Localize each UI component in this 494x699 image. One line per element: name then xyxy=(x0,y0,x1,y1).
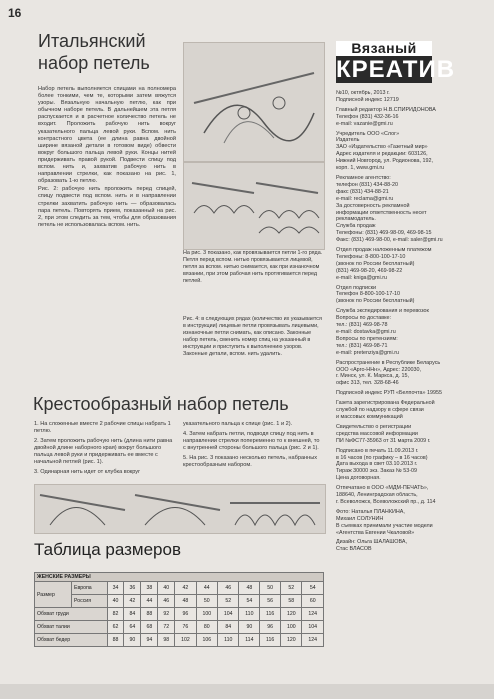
imprint-line: информации ответственность несет xyxy=(336,209,427,216)
row-label-size: Размер xyxy=(35,582,72,608)
magazine-logo-top: Вязаный xyxy=(336,41,432,56)
imprint-line: 188640, Ленинградская область, xyxy=(336,492,418,499)
table-row xyxy=(35,634,324,647)
imprint-line: средства массовой информации xyxy=(336,430,418,437)
imprint-line: ООО «Арго-ННн», Адрес: 220030, xyxy=(336,366,421,373)
table-cell: 36 xyxy=(124,582,141,595)
step-item: 4. Затем набрать петли, подводя спицу под нить в направлении стрелки попеременно то к внешней, то с внутренней стороны большого пальца (рис. 2 и 1). xyxy=(183,431,320,451)
imprint-line: офис 313, тел. 328-68-46 xyxy=(336,380,399,387)
imprint-line: Распространение в Республике Беларусь xyxy=(336,359,441,366)
table-cell: 94 xyxy=(141,634,158,647)
imprint-line: Фото: Наталья ПЛАНКИНА, xyxy=(336,508,405,515)
imprint-line: Вопросы по претензиям: xyxy=(336,335,398,342)
measurement-rows xyxy=(35,608,324,647)
table-cell: 82 xyxy=(107,608,124,621)
table-row xyxy=(35,608,324,621)
title-line-2: набор петель xyxy=(38,53,150,73)
table-cell: 64 xyxy=(124,621,141,634)
imprint-column xyxy=(336,90,486,553)
table-cell: 76 xyxy=(175,621,196,634)
table-cell: 104 xyxy=(218,608,239,621)
table-cell: 102 xyxy=(175,634,196,647)
table-cell: 48 xyxy=(175,595,196,608)
table-cell: 44 xyxy=(141,595,158,608)
imprint-line: Рекламное агентство: xyxy=(336,174,391,181)
imprint-line: Свидетельство о регистрации xyxy=(336,423,412,430)
size-table-title: Таблица размеров xyxy=(34,540,181,559)
imprint-line: г. Всеволожск, Всеволожский пр., д. 114 xyxy=(336,498,436,505)
table-cell: 124 xyxy=(302,634,324,647)
imprint-line: Учредитель ООО «Слог» xyxy=(336,130,400,137)
table-cell: 60 xyxy=(302,595,324,608)
step-item: 1. На сложенные вместе 2 рабочие спицы набрать 1 петлю. xyxy=(34,421,171,434)
imprint-line: (звонок по России бесплатный) xyxy=(336,260,415,267)
imprint-line: Подписной индекс РУП «Белпочта» 19955 xyxy=(336,390,443,397)
imprint-line: Газета зарегистрирована Федеральной xyxy=(336,400,435,407)
imprint-line: и массовых коммуникаций xyxy=(336,413,403,420)
steps-left-column xyxy=(34,421,174,479)
table-cell: 90 xyxy=(239,621,260,634)
imprint-line: Вопросы по доставке: xyxy=(336,315,392,322)
imprint-line: Цена договорная. xyxy=(336,475,381,482)
imprint-line: «Агентства Евгении Чкаловой» xyxy=(336,529,415,536)
cross-cast-on-svg xyxy=(35,485,325,533)
section-title-italian-cast-on xyxy=(38,30,150,74)
table-cell: 120 xyxy=(281,634,302,647)
table-cell: 116 xyxy=(260,634,281,647)
table-cell: 84 xyxy=(218,621,239,634)
table-cell: 90 xyxy=(124,634,141,647)
table-cell: 88 xyxy=(107,634,124,647)
imprint-line: рекламодатель. xyxy=(336,216,376,223)
table-cell: 120 xyxy=(281,608,302,621)
table-cell: 40 xyxy=(158,582,175,595)
table-cell: 110 xyxy=(239,608,260,621)
imprint-line: Михаил СОЛУНИН xyxy=(336,515,384,522)
imprint-line: тел.: (831) 469-98-71 xyxy=(336,342,388,349)
illustration-figures-1-2 xyxy=(183,42,325,162)
row-label-europe: Европа xyxy=(72,582,108,595)
imprint-line: тел.: (831) 469-98-78 xyxy=(336,322,388,329)
imprint-line: В съемках принимали участие модели xyxy=(336,522,433,529)
imprint-line: ЗАО «Издательство «Газетный мир» xyxy=(336,144,428,151)
table-cell: 100 xyxy=(196,608,217,621)
row-label: Обхват бедер xyxy=(35,634,108,647)
imprint-line: Отпечатано в ООО «МДМ-ПЕЧАТЬ», xyxy=(336,485,429,492)
imprint-line: Стас ВЛАСОВ xyxy=(336,546,372,553)
imprint-line: Тираж 30000 экз. Заказ № 53-09 xyxy=(336,468,417,475)
table-cell: 116 xyxy=(260,608,281,621)
table-cell: 52 xyxy=(218,595,239,608)
table-cell: 52 xyxy=(281,582,302,595)
knitting-stitches-svg xyxy=(184,163,324,249)
illustration-cross-cast-on xyxy=(34,484,326,534)
row-label-russia: Россия xyxy=(72,595,108,608)
step-item: 3. Одинарная нить идет от клубка вокруг xyxy=(34,469,141,475)
imprint-line: Подписной индекс 12719 xyxy=(336,96,399,103)
imprint-line: За достоверность рекламной xyxy=(336,202,410,209)
table-cell: 46 xyxy=(218,582,239,595)
table-cell: 84 xyxy=(124,608,141,621)
imprint-line: Телефон 8-800-100-17-10 xyxy=(336,291,401,298)
imprint-line: №10, октябрь, 2013 г. xyxy=(336,90,390,96)
illustration-figures-3-4 xyxy=(183,162,325,250)
page-number: 16 xyxy=(8,6,22,20)
knitting-figure-svg xyxy=(184,43,324,161)
title-line-1: Итальянский xyxy=(38,31,146,51)
caption-figure-4: Рис. 4: в следующих рядах (количество их указывается в инструкции) лицевые петли провязывать лицевыми, изнаночные петли снимать, как описано. Законные набор петель, сменить номер спиц на указанный в инструкции и приступить к выполнению узоров. Законные детали, вспом. нить удалить. xyxy=(183,316,322,357)
table-cell: 100 xyxy=(281,621,302,634)
table-cell: 58 xyxy=(281,595,302,608)
imprint-line: e-mail: dostavka@gmi.ru xyxy=(336,329,396,335)
caption-figure-3: На рис. 3 показано, как провязывается петли 1-го ряда. Петля перед вспом. нитью провязывается лицевой, петля за вспом. нитью снимается, как при изнаночном вязании, при этом рабочая нить протягивается перед петлей. xyxy=(183,250,323,284)
table-cell: 54 xyxy=(239,595,260,608)
table-cell: 96 xyxy=(260,621,281,634)
row-label: Обхват груди xyxy=(35,608,108,621)
imprint-line: Главный редактор Н.В.СПИРИДОНОВА xyxy=(336,106,436,113)
table-cell: 50 xyxy=(196,595,217,608)
imprint-line: ПИ №ФС77-35963 от 31 марта 2009 г. xyxy=(336,437,431,444)
table-cell: 48 xyxy=(239,582,260,595)
imprint-line: Телефоны: (831) 469-98-09, 469-98-15 xyxy=(336,230,432,237)
imprint-line: (звонок по России бесплатный) xyxy=(336,298,415,305)
row-label: Обхват талии xyxy=(35,621,108,634)
imprint-line: Отдел продаж наложенным платежом xyxy=(336,247,432,254)
table-cell: 42 xyxy=(124,595,141,608)
imprint-line: Телефон (831) 432-36-16 xyxy=(336,113,399,120)
table-cell: 40 xyxy=(107,595,124,608)
table-cell: 88 xyxy=(141,608,158,621)
imprint-line: в 16 часов (по графику – в 16 часов) xyxy=(336,454,428,461)
magazine-logo-bottom: КРЕАТИВ xyxy=(336,56,456,83)
table-cell: 114 xyxy=(239,634,260,647)
imprint-line: Адрес издателя и редакции: 603126, xyxy=(336,151,428,158)
table-cell: 54 xyxy=(302,582,324,595)
table-cell: 110 xyxy=(218,634,239,647)
table-header: ЖЕНСКИЕ РАЗМЕРЫ xyxy=(35,573,324,582)
table-cell: 98 xyxy=(158,634,175,647)
table-cell: 124 xyxy=(302,608,324,621)
imprint-line: Телефоны: 8-800-100-17-10 xyxy=(336,253,406,260)
imprint-line: Издатель xyxy=(336,137,360,144)
imprint-line: службой по надзору в сфере связи xyxy=(336,407,424,414)
imprint-line: e-mail: pretenziya@gmi.ru xyxy=(336,349,399,356)
table-cell: 50 xyxy=(260,582,281,595)
table-cell: 68 xyxy=(141,621,158,634)
imprint-line: Дизайн: Ольга ШАЛАШОВА, xyxy=(336,539,407,546)
imprint-line: Служба экспедирования и перевозок xyxy=(336,308,429,315)
table-cell: 46 xyxy=(158,595,175,608)
table-cell: 44 xyxy=(196,582,217,595)
paragraph: Набор петель выполняется спицами на полномера более тонкими, чем те, которыми затем вяжутся узоры. Вязальную начальную петлю, как при обычном наборе петель. В дальнейшем эта петля распускается и в расчетное количество петель не входит. Проложить рабочую нить вокруг указательного пальца левой руки. Вспом. нить контрастного цвета (ее длина равна двойной ширине вязаной детали в готовом виде) обвести вокруг большого пальца левой руки. Концы нитей придерживать правой рукой. Подвести спицу под вспом. нить и, захватив рабочую нить в направлении стрелки, как показано на рис. 1, образовать 1-ю петлю. xyxy=(38,86,176,185)
imprint-line: телефон (831) 434-88-20 xyxy=(336,181,398,188)
imprint-line: Дата выхода в свет 03.10.2013 г. xyxy=(336,461,418,468)
imprint-line: г. Минск, ул. К. Маркса, д. 15, xyxy=(336,373,409,380)
imprint-line: (831) 469-98-20, 469-98-22 xyxy=(336,267,403,274)
imprint-line: Нижний Новгород, ул. Родионова, 192, xyxy=(336,158,433,165)
table-cell: 56 xyxy=(260,595,281,608)
table-cell: 80 xyxy=(196,621,217,634)
table-cell: 38 xyxy=(141,582,158,595)
step-item: указательного пальца к спице (рис. 1 и 2). xyxy=(183,421,293,427)
table-cell: 72 xyxy=(158,621,175,634)
section1-body xyxy=(38,86,176,230)
imprint-line: Подписано в печать 11.09.2013 г. xyxy=(336,447,419,454)
paragraph: Рис. 2: рабочую нить проложить перед спицей, спицу подвести под вспом. нить и в направлении стрелки захватить рабочую нить — образовалась пара петель. Повторять прием, показанный на рис. 2, при этом следить за тем, чтобы для образования петель не использовалась вспом. нить. xyxy=(38,186,176,228)
imprint-line: факс (831) 434-88-21 xyxy=(336,188,389,195)
step-item: 2. Затем проложить рабочую нить (длина нити равна двойной длине наборного края) вокруг большого пальца левой руки и придерживать ее вместе с начальной петлей (рис. 1). xyxy=(34,438,173,465)
imprint-line: Служба продаж xyxy=(336,223,376,230)
table-cell: 34 xyxy=(107,582,124,595)
steps-right-column xyxy=(183,421,323,472)
imprint-line: e-mail: reclama@gmi.ru xyxy=(336,195,394,202)
size-table xyxy=(34,572,324,647)
imprint-line: корп. 1, www.gmi.ru xyxy=(336,165,385,172)
table-cell: 92 xyxy=(158,608,175,621)
table-row xyxy=(35,621,324,634)
imprint-line: e-mail: kniga@gmi.ru xyxy=(336,274,388,281)
section-title-cross-cast-on: Крестообразный набор петель xyxy=(33,394,289,414)
imprint-line: Отдел подписки xyxy=(336,284,377,291)
table-cell: 96 xyxy=(175,608,196,621)
table-cell: 62 xyxy=(107,621,124,634)
table-cell: 106 xyxy=(196,634,217,647)
imprint-line: Факс: (831) 469-98-00, e-mail: saler@gmi.ru xyxy=(336,237,443,244)
table-cell: 42 xyxy=(175,582,196,595)
step-item: 5. На рис. 3 показано несколько петель, набранных крестообразным набором. xyxy=(183,455,318,468)
table-cell: 104 xyxy=(302,621,324,634)
imprint-line: e-mail: vazanie@gmi.ru xyxy=(336,120,393,127)
bottom-strip xyxy=(0,684,494,699)
